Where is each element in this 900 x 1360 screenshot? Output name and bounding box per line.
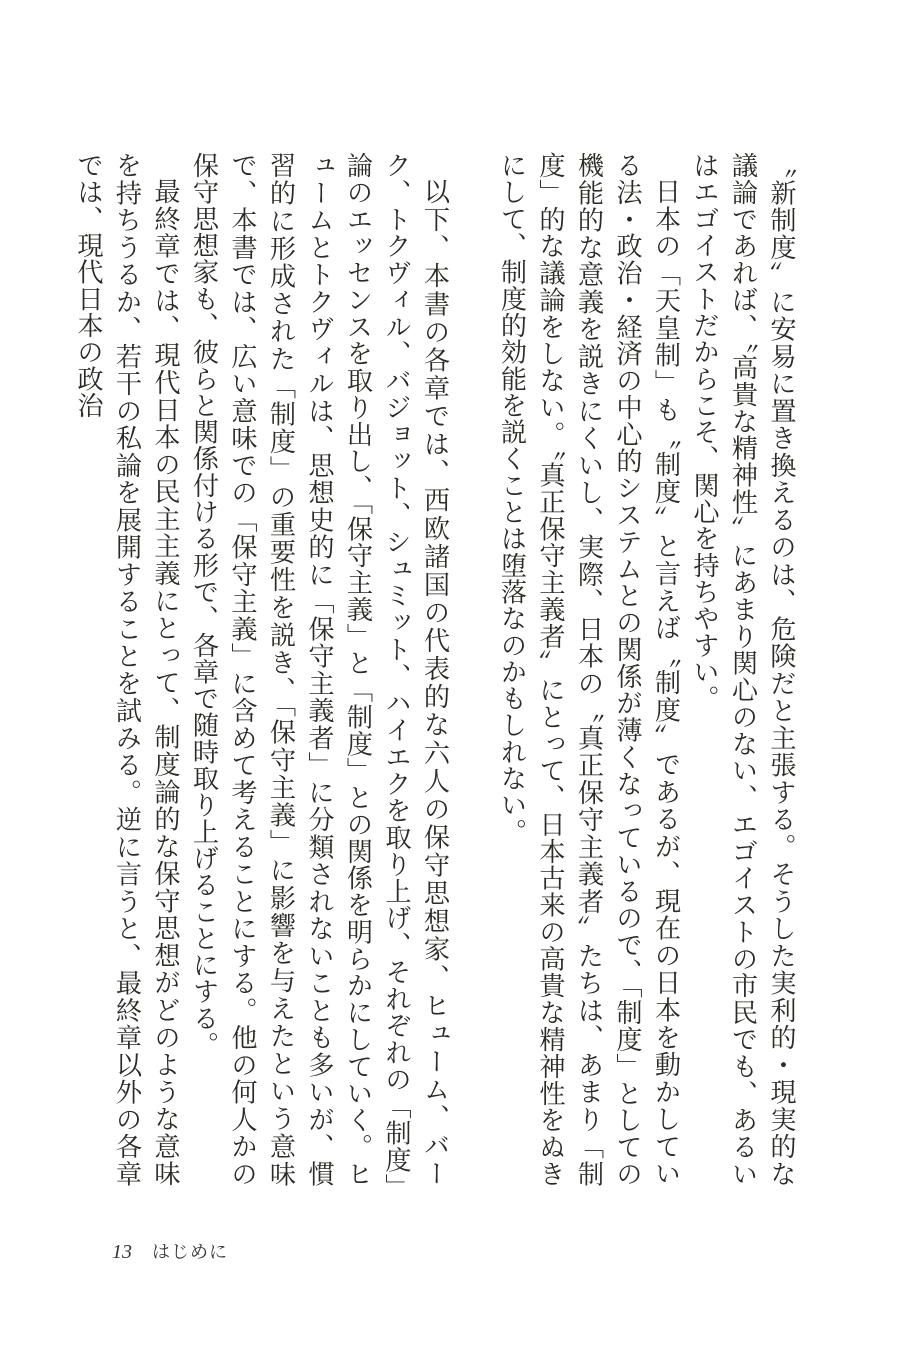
paragraph-emperor-system: 日本の「天皇制」も〝制度〟と言えば〝制度〟であるが、現在の日本を動かしている法・政治・経済の中心的システムとの関係が薄くなっているので、「制度」としての機能的な意義を説きにくいし、実際、日本の〝真正保守主義者〟たちは、あまり「制度」的な議論をしない。〝真正保守主義者〟にとって、日本古来の高貴な精神性をぬきにして、制度的効能を説くことは堕落なのかもしれない。 <box>496 152 681 1187</box>
running-chapter-title: はじめに <box>152 1242 229 1263</box>
paragraph-chapter-overview: 以下、本書の各章では、西欧諸国の代表的な六人の保守思想家、ヒューム、バーク、トクヴィル、バジョット、シュミット、ハイエクを取り上げ、それぞれの「制度」論のエッセンスを取り出し、「保守主義」と「制度」との関係を明らかにしていく。ヒュームとトクヴィルは、思想史的に「保守主義者」に分類されないことも多いが、慣習的に形成された「制度」の重要性を説き、「保守主義」に影響を与えたという意味で、本書では、広い意味での「保守主義」に含めて考えることにする。他の何人かの保守思想家も、彼らと関係付ける形で、各章で随時取り上げることにする。 <box>188 152 450 1187</box>
paragraph-continuation: 〝新制度〟に安易に置き換えるのは、危険だと主張する。そうした実利的・現実的な議論であれば、〝高貴な精神性〟にあまり関心のない、エゴイストの市民でも、あるいはエゴイストだからこそ、関心を持ちやすい。 <box>689 152 796 1187</box>
paragraph-final-chapter: 最終章では、現代日本の民主主義にとって、制度論的な保守思想がどのような意味を持ちうるか、若干の私論を展開することを試みる。逆に言うと、最終章以外の各章では、現代日本の政治 <box>73 152 180 1187</box>
page-number: 13 <box>112 1241 132 1263</box>
page-footer <box>112 1238 228 1264</box>
vertical-body-text <box>70 152 800 1187</box>
